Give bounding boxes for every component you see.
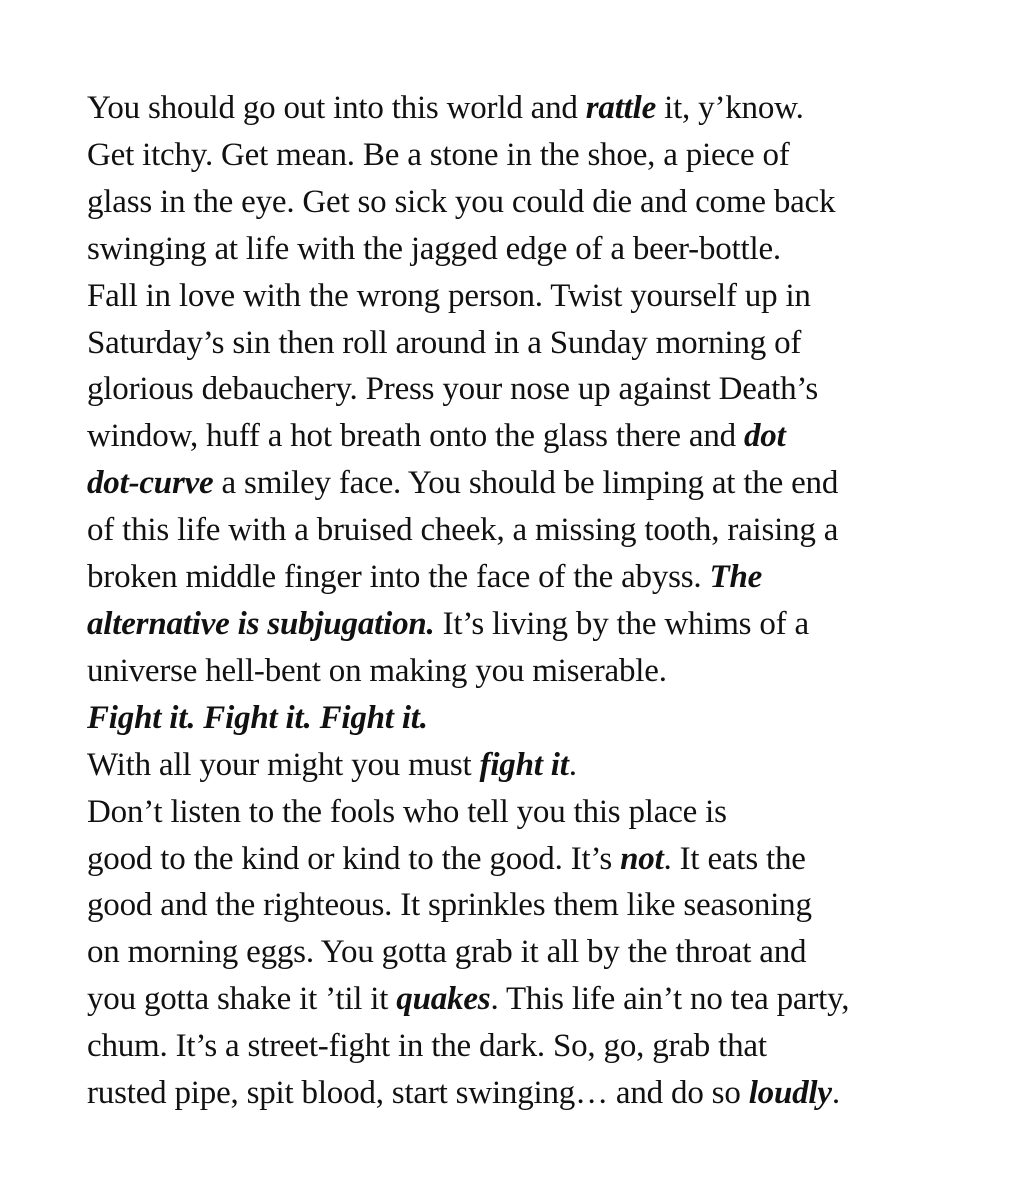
emphasis-run: rattle (585, 90, 657, 126)
text-line (87, 273, 987, 320)
text-run: Fall in love with the wrong person. Twist yourself up in (87, 277, 811, 314)
text-run: swinging at life with the jagged edge of a beer-bottle. (87, 230, 781, 267)
emphasis-run: not (620, 840, 664, 877)
text-run: universe hell-bent on making you miserable. (87, 652, 667, 689)
text-run: good and the righteous. It sprinkles them like seasoning (87, 887, 812, 924)
text-run: on morning eggs. You gotta grab it all by the throat and (87, 934, 807, 971)
emphasis-run: quakes (396, 981, 491, 1018)
text-run: rusted pipe, spit blood, start swinging… and do so (87, 1075, 749, 1112)
text-run: . (831, 1075, 840, 1112)
text-line (87, 1023, 987, 1070)
text-line (87, 929, 987, 976)
text-run: . (568, 746, 577, 783)
text-run: Don’t listen to the fools who tell you this place is (87, 793, 727, 830)
emphasis-run: Fight it. Fight it. Fight it. (87, 699, 428, 736)
text-run: Saturday’s sin then roll around in a Sunday morning of (87, 324, 802, 361)
text-run: Get itchy. Get mean. Be a stone in the shoe, a piece of (87, 136, 790, 173)
text-run: glorious debauchery. Press your nose up against Death’s (87, 371, 819, 408)
text-line (87, 1070, 987, 1117)
text-run: . This life ain’t no tea party, (490, 981, 850, 1018)
text-line (87, 554, 987, 601)
text-line (87, 648, 987, 695)
poem-text (87, 85, 987, 1117)
text-line (87, 179, 987, 226)
emphasis-run: The (709, 559, 763, 596)
emphasis-run: loudly (748, 1075, 832, 1112)
text-run: You should go out into this world and (87, 90, 586, 126)
text-line (87, 882, 987, 929)
text-run: good to the kind or kind to the good. It’s (87, 840, 621, 877)
text-line (87, 320, 987, 367)
emphasis-run: dot-curve (87, 465, 214, 502)
text-run: you gotta shake it ’til it (87, 981, 397, 1018)
text-line (87, 413, 987, 460)
text-line (87, 789, 987, 836)
text-run: . It eats the (663, 840, 806, 877)
text-run: window, huff a hot breath onto the glass there and (87, 418, 744, 455)
text-line (87, 695, 987, 742)
text-run: a smiley face. You should be limping at the end (213, 465, 839, 502)
text-run: it, y’know. (656, 90, 804, 126)
emphasis-run: fight it (479, 746, 569, 783)
text-line (87, 836, 987, 883)
text-line (87, 507, 987, 554)
emphasis-run: alternative is subjugation. (87, 605, 435, 642)
text-run: With all your might you must (87, 746, 480, 783)
text-line (87, 132, 987, 179)
text-run: of this life with a bruised cheek, a missing tooth, raising a (87, 512, 839, 549)
text-line (87, 85, 987, 132)
text-line (87, 366, 987, 413)
text-run: broken middle finger into the face of the abyss. (87, 559, 710, 596)
text-line (87, 460, 987, 507)
text-line (87, 742, 987, 789)
text-line (87, 601, 987, 648)
text-run: chum. It’s a street-fight in the dark. So, go, grab that (87, 1028, 767, 1065)
text-line (87, 226, 987, 273)
text-line (87, 976, 987, 1023)
text-run: glass in the eye. Get so sick you could die and come back (87, 183, 836, 220)
emphasis-run: dot (743, 418, 786, 455)
text-run: It’s living by the whims of a (434, 605, 809, 642)
